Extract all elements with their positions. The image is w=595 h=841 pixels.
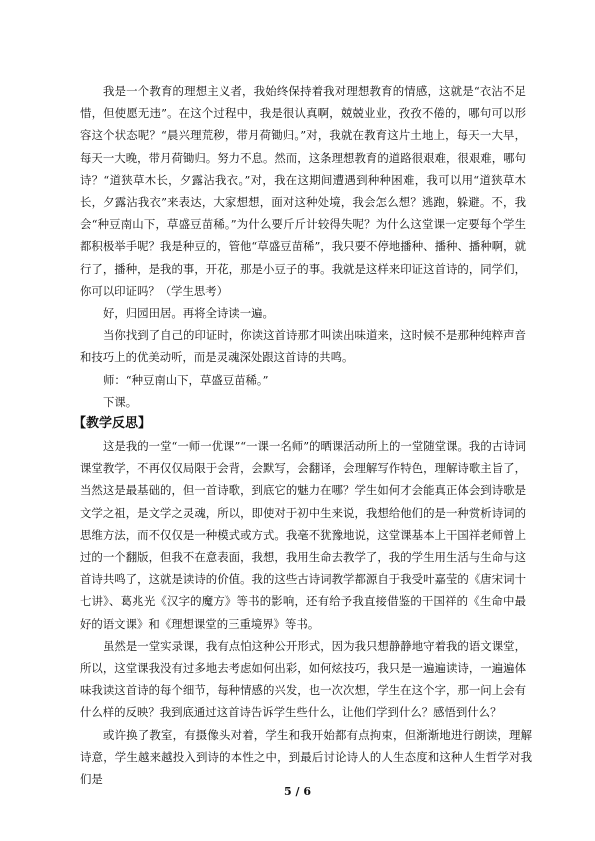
paragraph-lesson-background: 这是我的一堂“一师一优课”“一课一名师”的晒课活动所上的一堂随堂课。我的古诗词课堂教学，不再仅仅局限于会背，会默写，会翻译，会理解写作特色，理解诗歌主旨了，当然这是最基础的，但一首诗歌，到底它的魅力在哪？学生如何才会能真正体会到诗歌是文学之祖，是文学之灵魂，所以，即使对于初中生来说，我想给他们的是一种赏析诗词的思维方法，而不仅仅是一种模式或方式。我毫不犹豫地说，这堂课基本上干国祥老师曾上过的一个翻版，但我不在意表面，我想，我用生命去教学了，我的学生用生活与生命与这首诗共鸣了，这就是读诗的价值。我的这些古诗词教学都源自于我受叶嘉莹的《唐宋词十七讲》、葛兆光《汉字的魔方》等书的影响，还有给予我直接借鉴的干国祥的《生命中最好的语文课》和《理想课堂的三重境界》等书。 — [80, 439, 526, 631]
paragraph-reread-poem: 好，归园田居。再将全诗读一遍。 — [103, 306, 274, 321]
paragraph-teacher-quote: 师：“种豆南山下，草盛豆苗稀。” — [103, 372, 269, 387]
paragraph-classroom-atmosphere: 或许换了教室，有摄像头对着，学生和我开始都有点拘束，但渐渐地进行朗读，理解诗意，学生越来越投入到诗的本性之中，到最后讨论诗人的人生态度和这种人生哲学对我们是 — [80, 727, 532, 787]
paragraph-class-dismissed: 下课。 — [103, 394, 138, 409]
paragraph-resonance: 当你找到了自己的印证时，你读这首诗那才叫读出味道来，这时候不是那种纯粹声音和技巧上的优美动听，而是灵魂深处跟这首诗的共鸣。 — [80, 328, 526, 365]
paragraph-lesson-preparation: 虽然是一堂实录课，我有点怕这种公开形式，因为我只想静静地守着我的语文课堂，所以，这堂课我没有过多地去考虑如何出彩，如何炫技巧，我只是一遍遍读诗，一遍遍体味我读这首诗的每个细节，每种情感的兴发，也一次次想，学生在这个字，那一问上会有什么样的反映？我到底通过这首诗告诉学生些什么，让他们学到什么？感悟到什么？ — [80, 638, 526, 720]
document-body — [73, 80, 532, 790]
paragraph-poem-reflection: 我是一个教育的理想主义者，我始终保持着我对理想教育的情感，这就是“衣沾不足惜，但使愿无违”。在这个过程中，我是很认真啊，兢兢业业，孜孜不倦的，哪句可以形容这个状态呢？“晨兴理荒秽，带月荷锄归。”对，我就在教育这片土地上，每天一大早，每天一大晚，带月荷锄归。努力不息。然而，这条理想教育的道路很艰难，很艰难，哪句诗？“道狭草木长，夕露沾我衣。”对，我在这期间遭遇到种种困难，我可以用“道狭草木长，夕露沾我衣”来表达，大家想想，面对这种处境，我会怎么想？逃跑，躲避。不，我会“种豆南山下，草盛豆苗稀。”为什么要斤斤计较得失呢？为什么这堂课一定要每个学生都积极举手呢？我是种豆的，管他“草盛豆苗稀”，我只要不停地播种、播种、播种啊，就行了，播种，是我的事，开花，那是小豆子的事。我就是这样来印证这首诗的，同学们，你可以印证吗？（学生思考） — [80, 84, 526, 298]
page-number: 5 / 6 — [284, 785, 311, 798]
section-heading-teaching-reflection: 【教学反思】 — [73, 416, 152, 432]
